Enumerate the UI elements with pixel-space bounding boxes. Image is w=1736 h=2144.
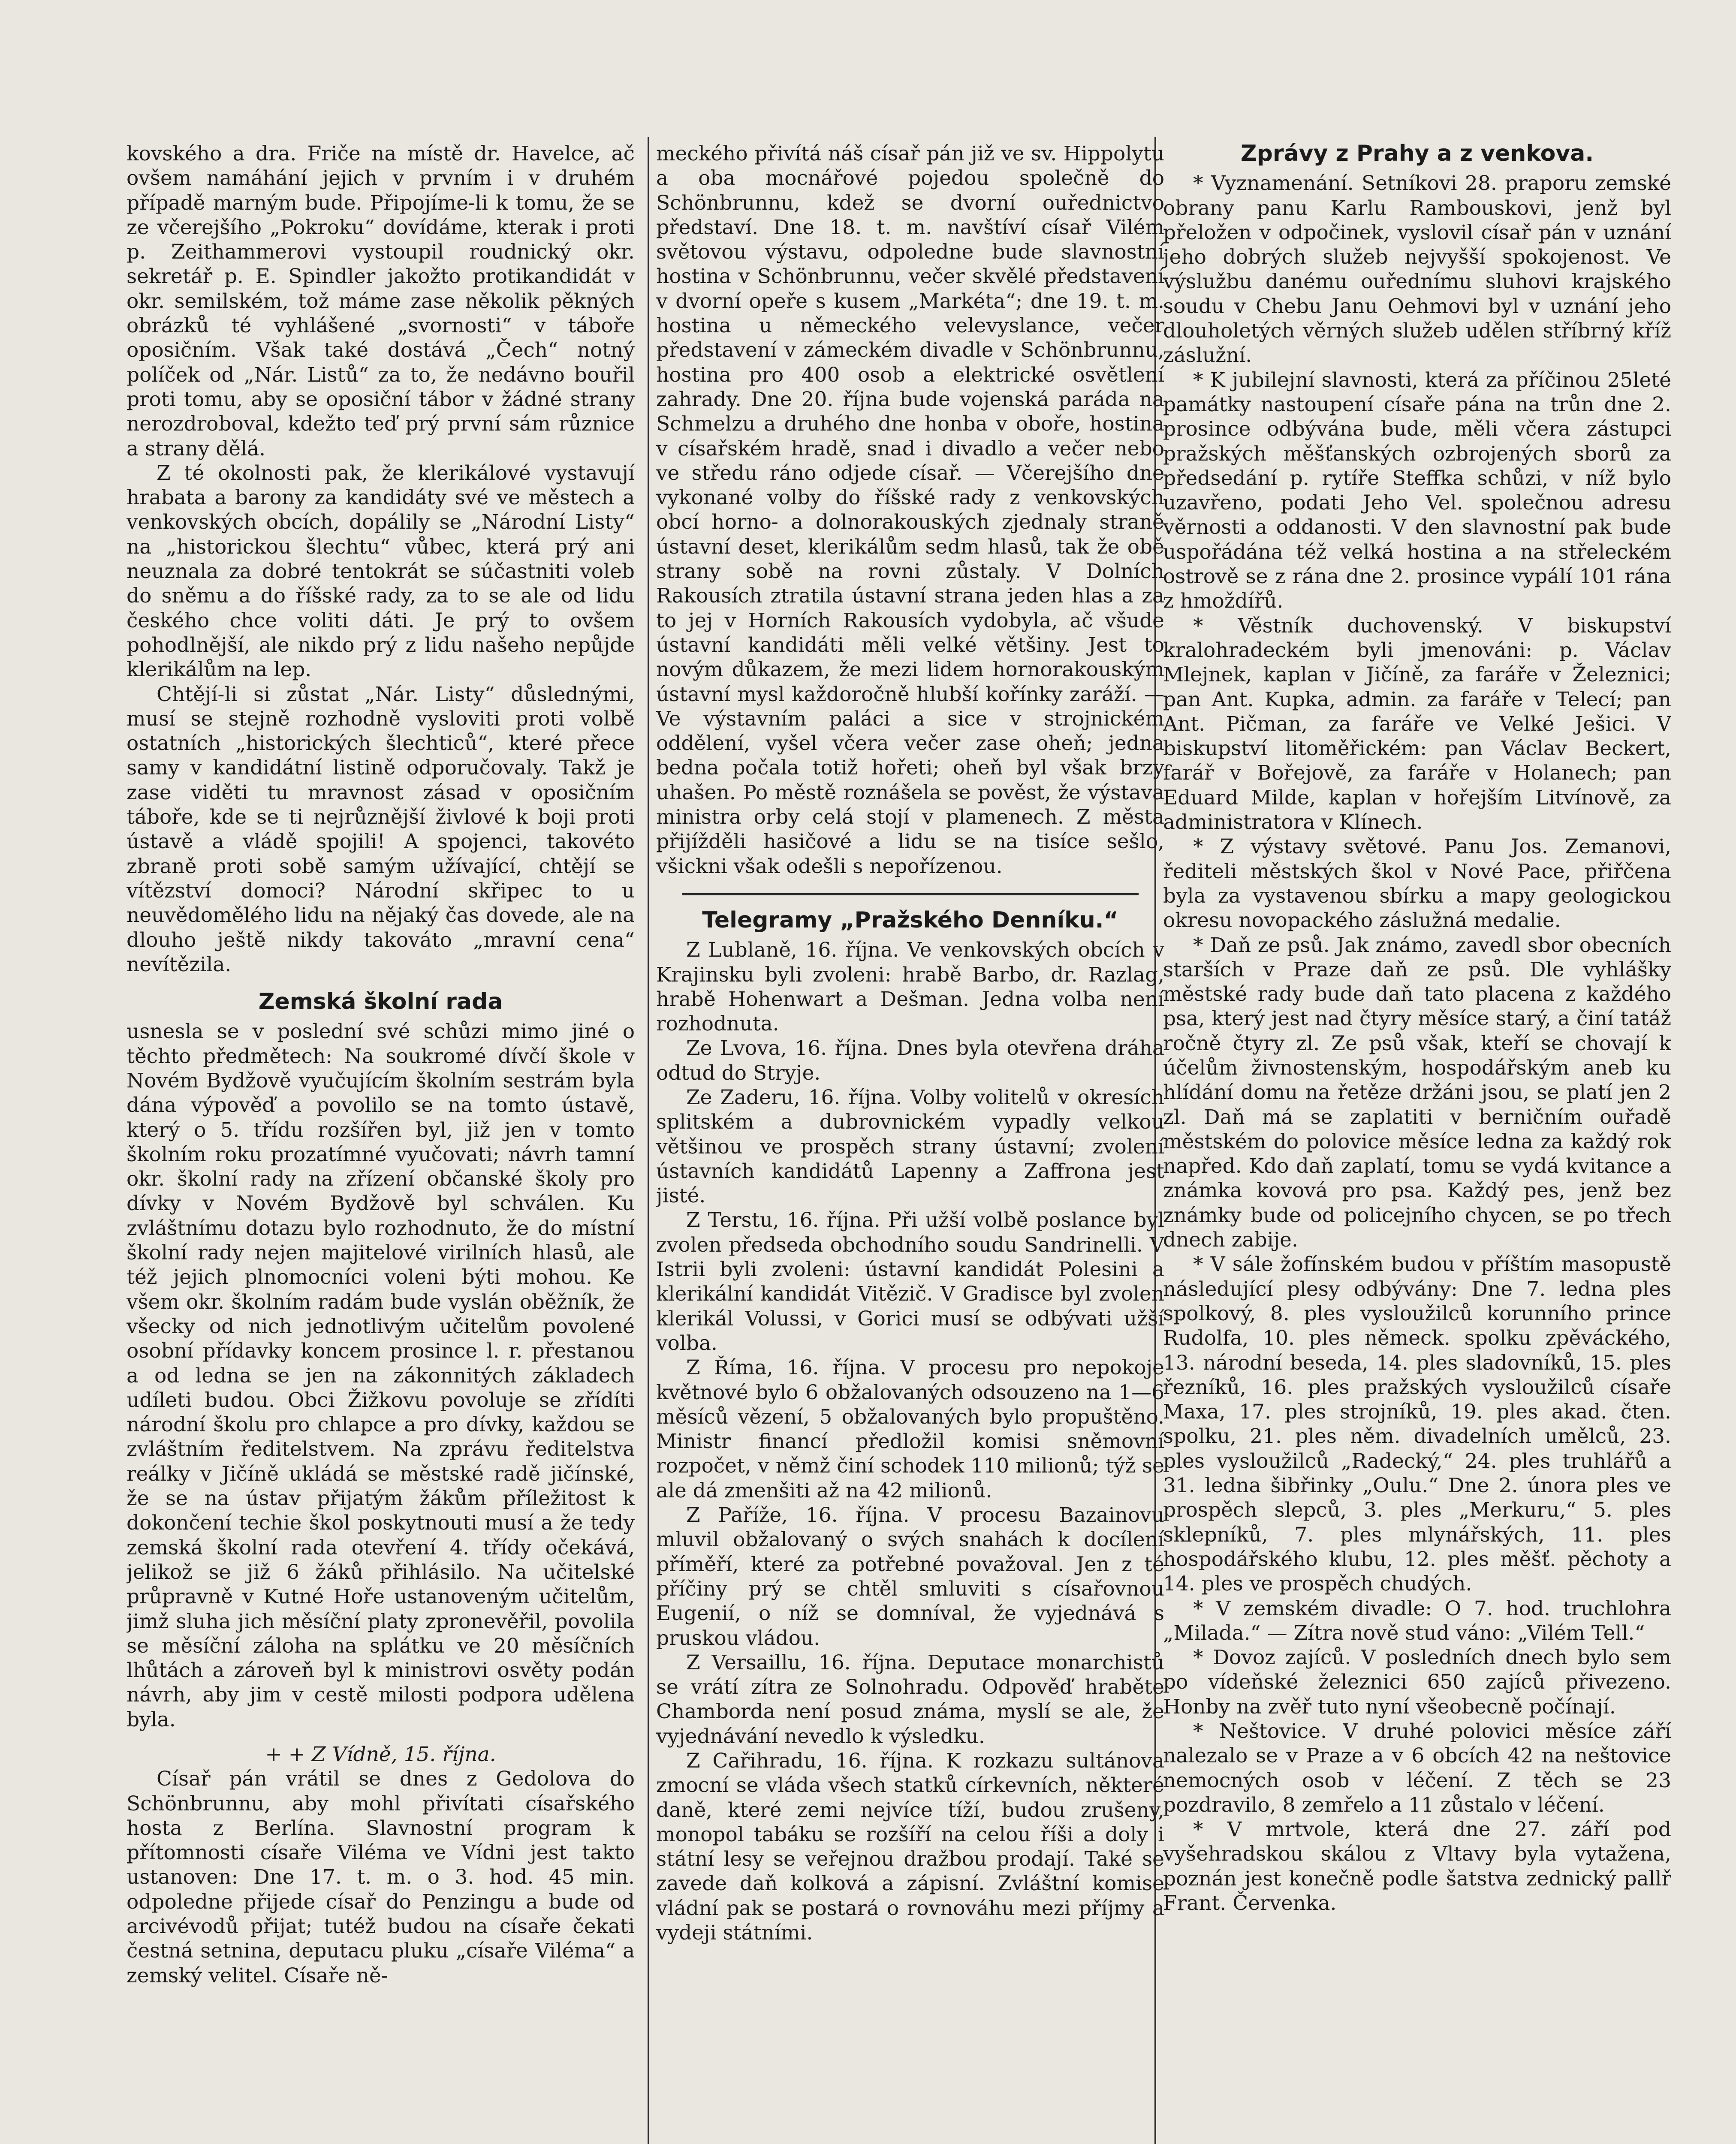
telegram-item: Ze Zaderu, 16. října. Volby volitelů v okresích splitském a dubrovnickém vypadly velkou většinou ve prospěch strany ústavní; zvolení ústavních kandidátů Lapenny a Zaffrona jest jisté.: [656, 1085, 1164, 1208]
news-item: * Dovoz zajíců. V posledních dnech bylo sem po vídeňské železnici 650 zajíců přivezeno. Honby na zvěř tuto nyní všeobecně počínají.: [1163, 1646, 1671, 1719]
article-paragraph: meckého přivítá náš císař pán již ve sv. Hippolytu a oba mocnářové pojedou společně do Schönbrunnu, kdež se dvorní ouřednictvo představí. Dne 18. t. m. navštíví císař Vilém světovou výstavu, odpoledne bude slavnostní hostina v Schönbrunnu, večer skvělé představení v dvorní opeře s kusem „Markéta“; dne 19. t. m. hostina u německého velevyslance, večer představení v zámeckém divadle v Schönbrunnu, hostina pro 400 osob a elektrické osvětlení zahrady. Dne 20. října bude vojenská paráda na Schmelzu a druhého dne honba v oboře, hostina v císařském hradě, snad i divadlo a večer nebo ve středu ráno odjede císař. — Včerejšího dne vykonané volby do říšské rady z venkovských obcí horno- a dolnorakouských zjednaly straně ústavní deset, klerikálům sedm hlasů, tak že obě strany sobě na rovni zůstaly. V Dolních Rakousích ztratila ústavní strana jeden hlas a za to jej v Horních Rakousích vydobyla, ač všude ústavní kandidáti měli velké většiny. Jest to novým důkazem, že mezi lidem hornorakouským ústavní mysl každoročně hlubší kořínky zaráží. — Ve výstavním paláci a sice v strojnickém oddělení, vyšel včera večer zase oheň; jedna bedna počala totiž hořeti; oheň byl však brzy uhašen. Po městě roznášela se pověst, že výstava ministra orby celá stojí v plamenech. Z města přijížděli hasičové a lidu se na tisíce sešlo, všickni však odešli s nepořízenou.: [656, 142, 1164, 878]
news-item: * K jubilejní slavnosti, která za příčinou 25leté památky nastoupení císaře pána na trůn dne 2. prosince odbývána bude, měli včera zástupci pražských měšťanských ozbrojených sborů za předsedání p. rytíře Steffka schůzi, v níž bylo uzavřeno, podati Jeho Vel. společnou adresu věrnosti a oddanosti. V den slavnostní pak bude uspořádána též velká hostina a na střeleckém ostrově se z rána dne 2. prosince vypálí 101 rána z hmoždířů.: [1163, 368, 1671, 613]
telegram-item: Ze Lvova, 16. října. Dnes byla otevřena dráha odtud do Stryje.: [656, 1036, 1164, 1085]
telegram-item: Z Cařihradu, 16. října. K rozkazu sultánova zmocní se vláda všech statků církevních, některé daně, které zemi nejvíce tíží, budou zrušeny, monopol tabáku se rozšíří na celou říši a doly i státní lesy se veřejnou dražbou prodají. Také se zavede daň kolková a zápisní. Zvláštní komise vládní pak se postará o rovnováhu mezi příjmy a vydeji státními.: [656, 1749, 1164, 1945]
telegram-item: Z Říma, 16. října. V procesu pro nepokoje květnové bylo 6 obžalovaných odsouzeno na 1—6 měsíců vězení, 5 obžalovaných bylo propuštěno. Ministr financí předložil komisi sněmovní rozpočet, v němž činí schodek 110 milionů; týž se ale dá zmenšiti až na 42 milionů.: [656, 1356, 1164, 1503]
article-paragraph: kovského a dra. Friče na místě dr. Havelce, ač ovšem namáhání jejich v prvním i v druhém případě marným bude. Připojíme-li k tomu, že se ze včerejšího „Pokroku“ dovídáme, kterak i proti p. Zeithammerovi vystoupil roudnický okr. sekretář p. E. Spindler jakožto protikandidát v okr. semilském, tož máme zase několik pěkných obrázků té vyhlášené „svornosti“ v táboře oposičním. Však také dostává „Čech“ notný políček od „Nár. Listů“ za to, že nedávno bouřil proti tomu, aby se oposiční tábor v žádné strany nerozdroboval, kdežto teď prý první sám různice a strany dělá.: [127, 142, 635, 461]
dateline-vienna: + + Z Vídně, 15. října.: [265, 1743, 496, 1766]
article-paragraph: usnesla se v poslední své schůzi mimo jiné o těchto předmětech: Na soukromé dívčí škole v Novém Bydžově vyučujícím školním sestrám byla dána výpověď a povolilo se na tomto ústavě, který o 5. třídu rozšířen byl, již jen v tomto školním roku prozatímné vyučovati; návrh tamní okr. školní rady na zřízení občanské školy pro dívky v Novém Bydžově byl schválen. Ku zvláštnímu dotazu bylo rozhodnuto, že do místní školní rady nejen majitelové virilních hlasů, ale též jejich plnomocníci voleni býti mohou. Ke všem okr. školním radám bude vyslán oběžník, že všecky od nich jednotlivým učitelům povolené osobní přídavky koncem prosince l. r. přestanou a od ledna se jen na zákonnitých základech udíleti budou. Obci Žižkovu povoluje se zřídíti národní školu pro chlapce a pro dívky, každou se zvláštním ředitelstvem. Na zprávu ředitelstva reálky v Jičíně ukládá se městské radě jičínské, že se na ústav přijatým žákům příležitost k dokončení techie škol poskytnouti musí a že tedy zemská školní rada otevření 4. třídy očekává, jelikož se již 6 žáků přihlásilo. Na učitelské průpravně v Kutné Hoře ustanoveným učitelům, jimž sluha jich měsíční platy zpronevěřil, povolila se měsíční záloha na splátku ve 20 měsíčních lhůtách a zároveň byl k ministrovi osvěty podán návrh, aby jim v cestě milosti podpora udělena byla.: [127, 1020, 635, 1731]
section-heading-prague-news: Zprávy z Prahy a z venkova.: [1240, 142, 1594, 166]
column-2: [656, 142, 1164, 2144]
article-paragraph: Chtějí-li si zůstat „Nár. Listy“ důslednými, musí se stejně rozhodně vysloviti proti volbě ostatních „historických šlechticů“, které přece samy v kandidátní listině odporučovaly. Takž je zase viděti tu mravnost zásad v oposičním táboře, kde se ti nejrůznější živlové k boji proti ústavě a vládě spojili! A spojenci, takovéto zbraně proti sobě samým užívající, chtějí se vítězství domoci? Národní skřipec to u neuvědomělého lidu na nějaký čas dovede, ale na dlouho ještě nikdy takováto „mravní cena“ nevítězila.: [127, 682, 635, 976]
news-item: * Z výstavy světové. Panu Jos. Zemanovi, řediteli městských škol v Nové Pace, přiřčena byla za vystavenou sbírku a mapy geologickou okresu novopackého záslužná medalie.: [1163, 835, 1671, 933]
telegram-item: Z Terstu, 16. října. Při užší volbě poslance byl zvolen předseda obchodního soudu Sandrinelli. V Istrii byli zvoleni: ústavní kandidát Polesini a klerikální kandidát Vitězič. V Gradisce byl zvolen klerikál Volussi, v Gorici musí se odbývati užší volba.: [656, 1208, 1164, 1355]
news-item: * Věstník duchovenský. V biskupství kralohradeckém byli jmenováni: p. Václav Mlejnek, kaplan v Jičíně, za faráře v Železnici; pan Ant. Kupka, admin. za faráře v Telecí; pan Ant. Pičman, za faráře ve Velké Ješici. V biskupství litoměřickém: pan Václav Beckert, farář v Bořejově, za faráře v Holanech; pan Eduard Milde, kaplan v hořejším Litvínově, za administratora v Klínech.: [1163, 614, 1671, 834]
section-heading-school-board: Zemská školní rada: [258, 989, 503, 1015]
article-paragraph: Z té okolnosti pak, že klerikálové vystavují hrabata a barony za kandidáty své ve městech a venkovských obcích, dopálily se „Národní Listy“ na „historickou šlechtu“ vůbec, která prý ani neuznala za dobré tentokrát se súčastniti voleb do sněmu a do říšské rady, za to se ale od lidu českého chce voliti dáti. Je prý to ovšem pohodlnější, ale nikdo prý z lidu našeho nepůjde klerikálům na lep.: [127, 461, 635, 682]
telegram-item: Z Versaillu, 16. října. Deputace monarchistů se vrátí zítra ze Solnohradu. Odpověď hraběte Chamborda není posud známa, myslí se ale, že vyjednávání nevedlo k výsledku.: [656, 1650, 1164, 1748]
telegram-item: Z Paříže, 16. října. V procesu Bazainovu mluvil obžalovaný o svých snahách k docílení příměří, které za potřebné považoval. Jen z té příčiny prý se chtěl smluviti s císařovnou Eugenií, o níž se domníval, že vyjednává s pruskou vládou.: [656, 1503, 1164, 1650]
news-item: * V sále žofínském budou v příštím masopustě následující plesy odbývány: Dne 7. ledna ples spolkový, 8. ples vysloužilců korunního prince Rudolfa, 10. ples německ. spolku zpěváckého, 13. národní beseda, 14. ples sladovníků, 15. ples řezníků, 16. ples pražských vysloužilců císaře Maxa, 17. ples strojníků, 19. ples akad. čten. spolku, 21. ples něm. divadelních umělců, 23. ples vysloužilců „Radecký,“ 24. ples truhlářů a 31. ledna šibřinky „Oulu.“ Dne 2. února ples ve prospěch slepců, 3. ples „Merkuru,“ 5. ples sklepníků, 7. ples mlynářských, 11. ples hospodářského klubu, 12. ples měšť. pěchoty a 14. ples ve prospěch chudých.: [1163, 1253, 1671, 1596]
column-1: [127, 142, 635, 2144]
column-3: [1163, 142, 1671, 2144]
news-item: * Vyznamenání. Setníkovi 28. praporu zemské obrany panu Karlu Rambouskovi, jenž byl přeložen v odpočinek, vyslovil císař pán v uznání jeho dobrých služeb nejvyšší spokojenost. Ve výslužbu danému ouřednímu sluhovi krajského soudu v Chebu Janu Oehmovi byl v uznání jeho dlouholetých věrných služeb udělen stříbrný kříž záslužní.: [1163, 172, 1671, 367]
telegram-item: Z Lublaně, 16. října. Ve venkovských obcích v Krajinsku byli zvoleni: hrabě Barbo, dr. Razlag, hrabě Hohenwart a Dešman. Jedna volba není rozhodnuta.: [656, 938, 1164, 1036]
column-rule-left: [648, 137, 649, 2144]
article-paragraph: Císař pán vrátil se dnes z Gedolova do Schönbrunnu, aby mohl přivítati císařského hosta z Berlína. Slavnostní program k přítomnosti císaře Viléma ve Vídni jest takto ustanoven: Dne 17. t. m. o 3. hod. 45 min. odpoledne přijede císař do Penzingu a bude od arcivévodů přijat; tutéž budou na císaře čekati čestná setnina, deputacu pluku „císaře Viléma“ a zemský velitel. Císaře ně-: [127, 1767, 635, 1987]
section-heading-telegrams: Telegramy „Pražského Denníku.“: [702, 907, 1118, 933]
news-item: * V mrtvole, která dne 27. září pod vyšehradskou skálou z Vltavy byla vytažena, poznán jest konečně podle šatstva zednický pallř Frant. Červenka.: [1163, 1818, 1671, 1915]
section-divider: [682, 893, 1139, 895]
news-item: * Neštovice. V druhé polovici měsíce září nalezalo se v Praze a v 6 obcích 42 na neštovice nemocných osob v léčení. Z těch se 23 pozdravilo, 8 zemřelo a 11 zůstalo v léčení.: [1163, 1719, 1671, 1817]
news-item: * V zemském divadle: O 7. hod. truchlohra „Milada.“ — Zítra nově stud váno: „Vilém Tell.“: [1163, 1596, 1671, 1645]
news-item: * Daň ze psů. Jak známo, zavedl sbor obecních starších v Praze daň ze psů. Dle vyhlášky městské rady bude daň tato placena z každého psa, který jest nad čtyry měsíce starý, a činí tatáž ročně čtyry zl. Ze psů však, kteří se chovají k účelům živnostenským, hospodářským aneb ku hlídání domu na řetěze držáni jsou, se platí jen 2 zl. Daň má se zaplatiti v berničním ouřadě městském do polovice měsíce ledna za každý rok napřed. Kdo daň zaplatí, tomu se vydá kvitance a známka kovová pro psa. Každý pes, jenž bez známky bude od policejního chycen, se po třech dnech zabije.: [1163, 933, 1671, 1252]
